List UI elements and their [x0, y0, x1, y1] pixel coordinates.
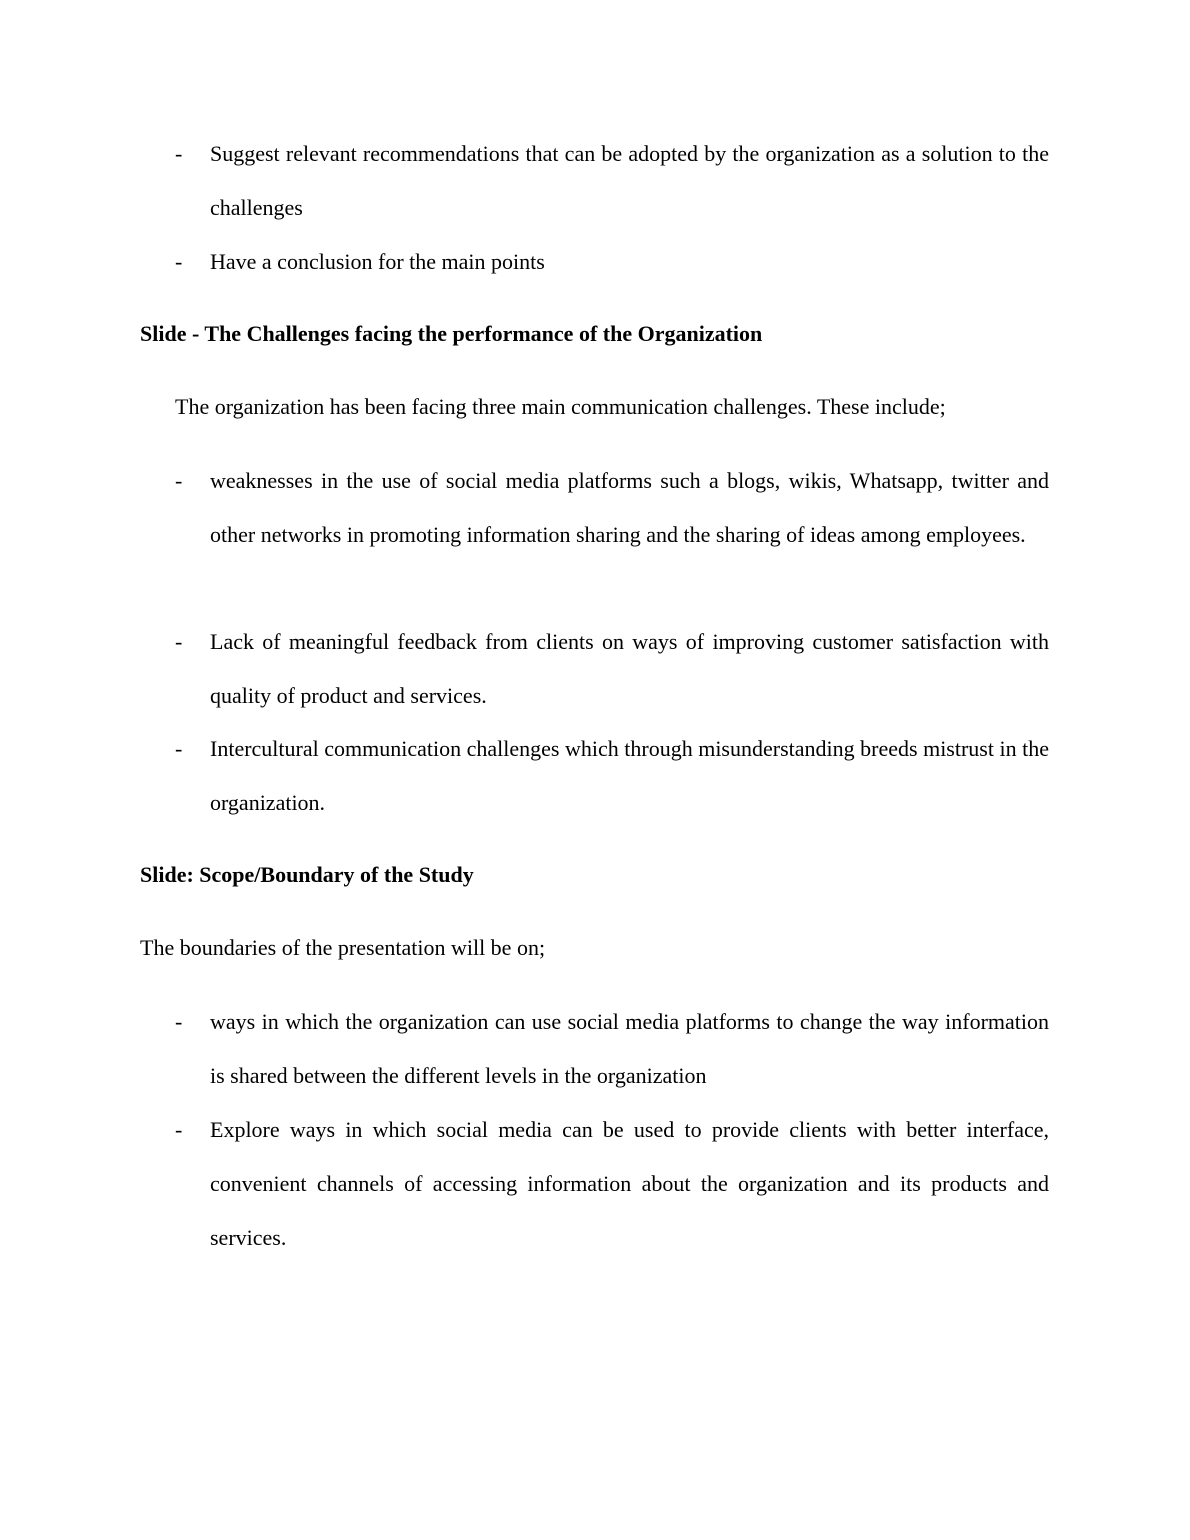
- bullet-text: Explore ways in which social media can be used to provide clients with better interface, convenient channels of accessing information about the organization and its products and services.: [210, 1117, 1049, 1250]
- section-intro: The boundaries of the presentation will be on;: [140, 935, 546, 960]
- bullet-dash: -: [175, 249, 183, 274]
- bullet-text: ways in which the organization can use social media platforms to change the way information is shared between the different levels in the organization: [210, 1009, 1049, 1088]
- bullet-dash: -: [175, 629, 183, 654]
- bullet-dash: -: [175, 468, 183, 493]
- section-heading: Slide - The Challenges facing the performance of the Organization: [140, 321, 763, 346]
- bullet-dash: -: [175, 1117, 183, 1142]
- list-item: [175, 1008, 1049, 1103]
- bullet-text: Lack of meaningful feedback from clients on ways of improving customer satisfaction with quality of product and services.: [210, 629, 1049, 708]
- list-item: [175, 1116, 1049, 1265]
- bullet-dash: -: [175, 736, 183, 761]
- bullet-dash: -: [175, 141, 183, 166]
- list-item: [175, 735, 1049, 830]
- section-heading: Slide: Scope/Boundary of the Study: [140, 862, 474, 887]
- bullet-dash: -: [175, 1009, 183, 1034]
- list-item: [175, 628, 1049, 723]
- bullet-text: weaknesses in the use of social media platforms such a blogs, wikis, Whatsapp, twitter and other networks in promoting information sharing and the sharing of ideas among employees.: [210, 468, 1049, 547]
- section-intro: The organization has been facing three main communication challenges. These include;: [175, 394, 946, 419]
- bullet-text: Intercultural communication challenges which through misunderstanding breeds mistrust in the organization.: [210, 736, 1049, 815]
- list-item: [175, 140, 1049, 235]
- bullet-text: Have a conclusion for the main points: [210, 249, 545, 274]
- bullet-text: Suggest relevant recommendations that can be adopted by the organization as a solution to the challenges: [210, 141, 1049, 220]
- list-item: [175, 467, 1049, 562]
- list-item: [175, 248, 1049, 289]
